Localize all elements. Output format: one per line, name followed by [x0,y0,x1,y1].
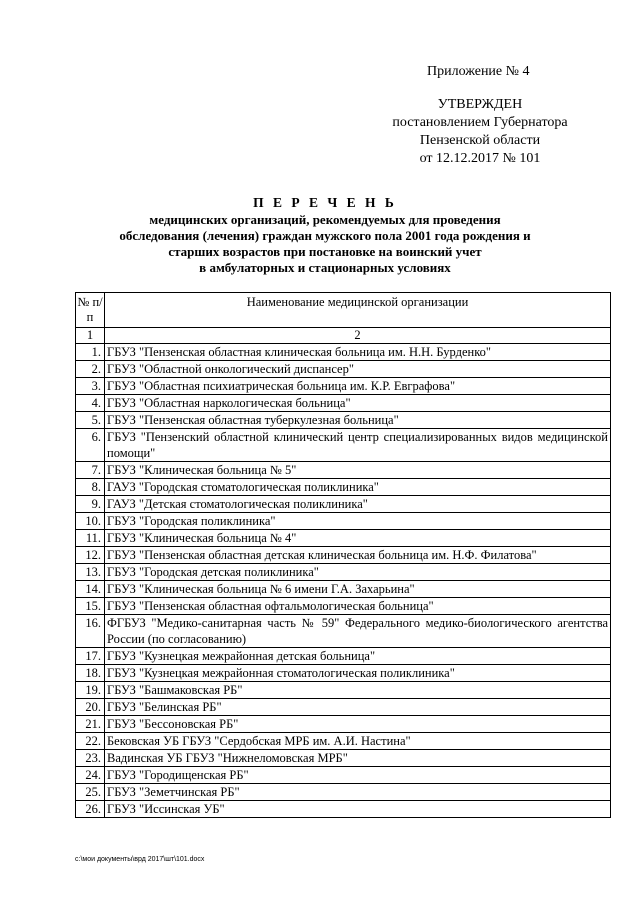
organization-name: ГБУЗ "Городская поликлиника" [105,513,611,530]
table-header-row [76,293,611,328]
organization-name: ГБУЗ "Земетчинская РБ" [105,784,611,801]
row-number: 13. [76,564,105,581]
table-row [76,733,611,750]
row-number: 26. [76,801,105,818]
column-header-number: № п/п [76,293,105,328]
table-row [76,699,611,716]
row-number: 22. [76,733,105,750]
subtitle-line: обследования (лечения) граждан мужского пола 2001 года рождения и [119,228,531,243]
organization-name: ГБУЗ "Клиническая больница № 5" [105,462,611,479]
column-header-name: Наименование медицинской организации [105,293,611,328]
row-number: 10. [76,513,105,530]
table-row [76,767,611,784]
subtitle-line: медицинских организаций, рекомендуемых для проведения [149,212,501,227]
row-number: 11. [76,530,105,547]
organization-name: ГАУЗ "Детская стоматологическая поликлиника" [105,496,611,513]
subtitle-line: в амбулаторных и стационарных условиях [199,260,451,275]
table-row [76,479,611,496]
row-number: 25. [76,784,105,801]
table-row [76,513,611,530]
subtitle-line: старших возрастов при постановке на воинский учет [168,244,482,259]
organization-name: ГБУЗ "Областная наркологическая больница" [105,395,611,412]
organization-name: ГБУЗ "Областной онкологический диспансер" [105,361,611,378]
table-body [76,344,611,818]
organization-name: ФГБУЗ "Медико-санитарная часть № 59" Федерального медико-биологического агентства России (по согласованию) [105,615,611,648]
table-index-row [76,328,611,344]
row-number: 5. [76,412,105,429]
row-number: 6. [76,429,105,462]
row-number: 7. [76,462,105,479]
row-number: 18. [76,665,105,682]
organization-name: ГБУЗ "Клиническая больница № 4" [105,530,611,547]
approval-line: УТВЕРЖДЕН [437,97,523,112]
organization-name: ГБУЗ "Башмаковская РБ" [105,682,611,699]
row-number: 9. [76,496,105,513]
organization-name: ГБУЗ "Белинская РБ" [105,699,611,716]
row-number: 8. [76,479,105,496]
approval-line: от 12.12.2017 № 101 [419,151,541,166]
row-number: 24. [76,767,105,784]
table-row [76,462,611,479]
row-number: 17. [76,648,105,665]
row-number: 20. [76,699,105,716]
organizations-table [75,292,611,818]
organization-name: ГБУЗ "Пензенская областная детская клиническая больница им. Н.Ф. Филатова" [105,547,611,564]
row-number: 4. [76,395,105,412]
file-path-footer: c:\мои документы\врд 2017\шт\101.docx [75,856,205,863]
table-row [76,395,611,412]
row-number: 21. [76,716,105,733]
organization-name: ГБУЗ "Пензенский областной клинический центр специализированных видов медицинской помощи" [105,429,611,462]
organization-name: Вадинская УБ ГБУЗ "Нижнеломовская МРБ" [105,750,611,767]
row-number: 12. [76,547,105,564]
table-row [76,716,611,733]
table-row [76,496,611,513]
table-row [76,547,611,564]
row-number: 2. [76,361,105,378]
organization-name: ГБУЗ "Пензенская областная офтальмологическая больница" [105,598,611,615]
row-number: 14. [76,581,105,598]
table-row [76,750,611,767]
table-row [76,801,611,818]
organization-name: ГБУЗ "Иссинская УБ" [105,801,611,818]
index-cell: 2 [105,328,611,344]
row-number: 23. [76,750,105,767]
table-row [76,361,611,378]
organization-name: ГАУЗ "Городская стоматологическая поликлиника" [105,479,611,496]
row-number: 1. [76,344,105,361]
table-row [76,784,611,801]
table-row [76,564,611,581]
row-number: 19. [76,682,105,699]
table-row [76,429,611,462]
table-row [76,581,611,598]
table-row [76,615,611,648]
row-number: 3. [76,378,105,395]
organization-name: ГБУЗ "Пензенская областная клиническая больница им. Н.Н. Бурденко" [105,344,611,361]
organization-name: ГБУЗ "Городищенская РБ" [105,767,611,784]
organization-name: ГБУЗ "Областная психиатрическая больница им. К.Р. Евграфова" [105,378,611,395]
organization-name: ГБУЗ "Бессоновская РБ" [105,716,611,733]
table-row [76,598,611,615]
index-cell: 1 [76,328,105,344]
approval-line: постановлением Губернатора [392,115,568,130]
organization-name: Бековская УБ ГБУЗ "Сердобская МРБ им. А.И. Настина" [105,733,611,750]
table-row [76,344,611,361]
table-row [76,682,611,699]
table-row [76,665,611,682]
organization-name: ГБУЗ "Городская детская поликлиника" [105,564,611,581]
row-number: 15. [76,598,105,615]
table-row [76,648,611,665]
table-row [76,378,611,395]
organization-name: ГБУЗ "Клиническая больница № 6 имени Г.А. Захарьина" [105,581,611,598]
organization-name: ГБУЗ "Пензенская областная туберкулезная больница" [105,412,611,429]
table-row [76,530,611,547]
approval-line: Пензенской области [419,133,541,148]
appendix-label: Приложение № 4 [427,64,530,79]
organization-name: ГБУЗ "Кузнецкая межрайонная детская больница" [105,648,611,665]
approval-block [370,96,590,168]
document-subtitle [60,212,590,276]
document-title: П Е Р Е Ч Е Н Ь [253,195,397,210]
organization-name: ГБУЗ "Кузнецкая межрайонная стоматологическая поликлиника" [105,665,611,682]
table-row [76,412,611,429]
row-number: 16. [76,615,105,648]
